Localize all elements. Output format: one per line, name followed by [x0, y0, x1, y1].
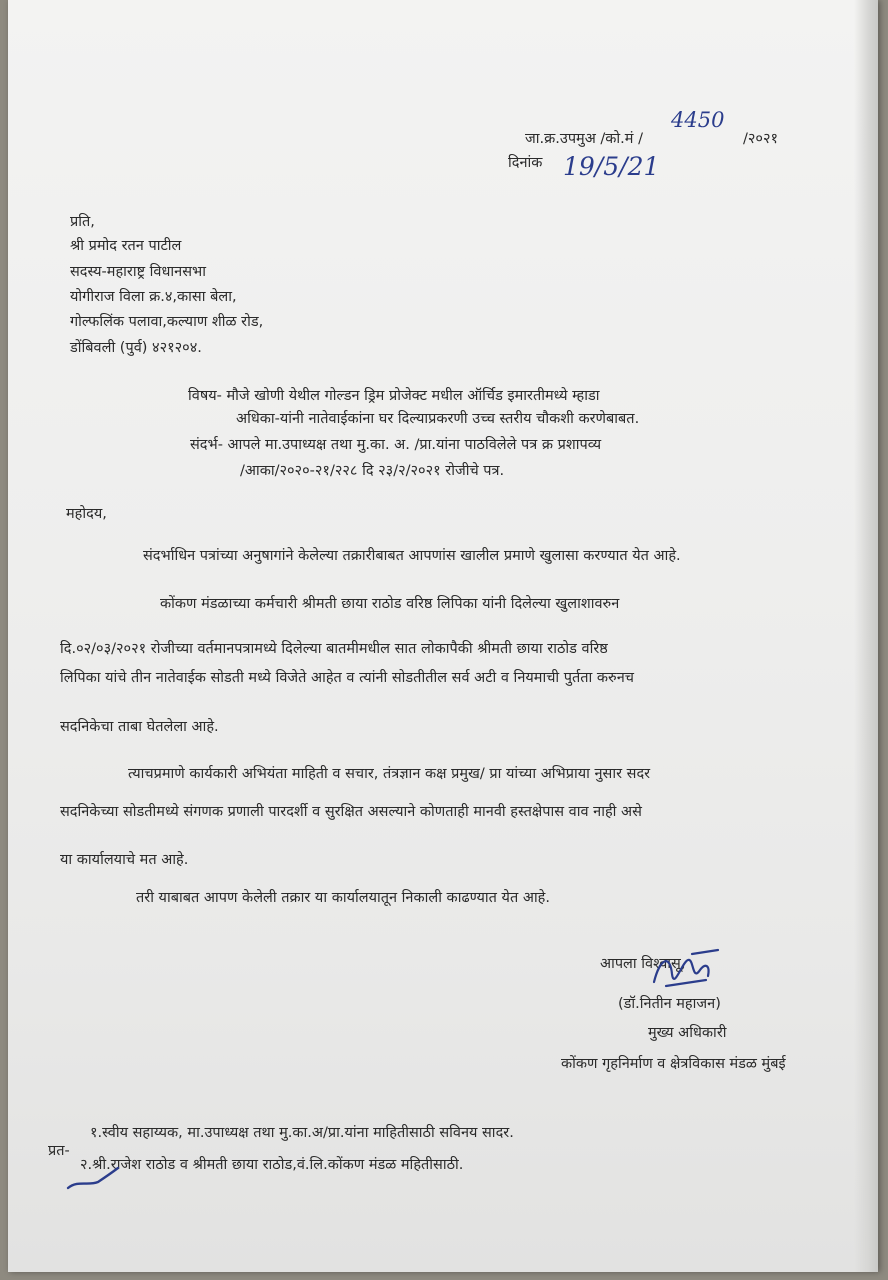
recipient-line: योगीराज विला क्र.४,कासा बेला,	[70, 289, 237, 305]
subject-line: अधिका-यांनी नातेवाईकांना घर दिल्याप्रकरणी उच्च स्तरीय चौकशी करणेबाबत.	[236, 411, 640, 427]
reference-line: संदर्भ- आपले मा.उपाध्यक्ष तथा मु.का. अ. /प्रा.यांना पाठविलेले पत्र क्र प्रशापव्य	[190, 437, 602, 453]
paper-edge	[854, 0, 878, 1272]
salutation: महोदय,	[66, 506, 107, 522]
subject-line: विषय- मौजे खोणी येथील गोल्डन ड्रिम प्रोजेक्ट मधील ऑर्चिड इमारतीमध्ये म्हाडा	[188, 388, 600, 404]
outward-number-label: जा.क्र.उपमुअ /को.मं /	[525, 131, 643, 147]
copy-to-label: प्रत-	[48, 1143, 70, 1159]
recipient-line: डोंबिवली (पुर्व) ४२१२०४.	[70, 340, 202, 356]
date-label: दिनांक	[508, 155, 543, 171]
copy-to-item: १.स्वीय सहाय्यक, मा.उपाध्यक्ष तथा मु.का.अ/प्रा.यांना माहितीसाठी सविनय सादर.	[90, 1125, 514, 1141]
outward-number-handwritten: 4450	[671, 108, 725, 132]
signatory-name: (डॉ.नितीन महाजन)	[618, 996, 721, 1012]
body-line: त्याचप्रमाणे कार्यकारी अभियंता माहिती व सचार, तंत्रज्ञान कक्ष प्रमुख/ प्रा यांच्या अभिप्राया नुसार सदर	[128, 766, 651, 782]
recipient-line: श्री प्रमोद रतन पाटील	[70, 238, 182, 254]
pen-mark	[64, 1158, 124, 1198]
body-line: कोंकण मंडळाच्या कर्मचारी श्रीमती छाया राठोड वरिष्ठ लिपिका यांनी दिलेल्या खुलाशावरुन	[160, 596, 620, 612]
body-line: या कार्यालयाचे मत आहे.	[60, 852, 189, 868]
body-line: दि.०२/०३/२०२१ रोजीच्या वर्तमानपत्रामध्ये दिलेल्या बातमीमधील सात लोकापैकी श्रीमती छाया राठोड वरिष्ठ	[60, 641, 608, 657]
date-handwritten: 19/5/21	[563, 152, 660, 181]
handwritten-signature	[648, 940, 728, 1000]
closing: आपला विश्वासू,	[600, 956, 686, 972]
recipient-line: गोल्फलिंक पलावा,कल्याण शीळ रोड,	[70, 314, 264, 330]
body-line: तरी याबाबत आपण केलेली तक्रार या कार्यालयातून निकाली काढण्यात येत आहे.	[136, 890, 550, 906]
recipient-line: सदस्य-महाराष्ट्र विधानसभा	[70, 264, 206, 280]
signatory-office: कोंकण गृहनिर्माण व क्षेत्रविकास मंडळ मुंबई	[561, 1056, 786, 1072]
body-line: लिपिका यांचे तीन नातेवाईक सोडती मध्ये विजेते आहेत व त्यांनी सोडतीतील सर्व अटी व नियमाची पुर्तता करुनच	[60, 670, 634, 686]
outward-year: /२०२१	[743, 131, 779, 147]
copy-to-item: २.श्री.राजेश राठोड व श्रीमती छाया राठोड,वं.लि.कोंकण मंडळ महितीसाठी.	[80, 1157, 464, 1173]
letter-sheet	[8, 0, 878, 1272]
reference-line: /आका/२०२०-२१/२२८ दि २३/२/२०२१ रोजीचे पत्र.	[240, 463, 505, 479]
body-line: संदर्भाधिन पत्रांच्या अनुषागांने केलेल्या तक्रारीबाबत आपणांस खालील प्रमाणे खुलासा करण्यात येत आहे.	[143, 548, 681, 564]
body-line: सदनिकेच्या सोडतीमध्ये संगणक प्रणाली पारदर्शी व सुरक्षित असल्याने कोणताही मानवी हस्तक्षेपास वाव नाही असे	[60, 804, 642, 820]
signatory-designation: मुख्य अधिकारी	[648, 1025, 727, 1041]
body-line: सदनिकेचा ताबा घेतलेला आहे.	[60, 719, 219, 735]
recipient-line: प्रति,	[70, 214, 95, 230]
